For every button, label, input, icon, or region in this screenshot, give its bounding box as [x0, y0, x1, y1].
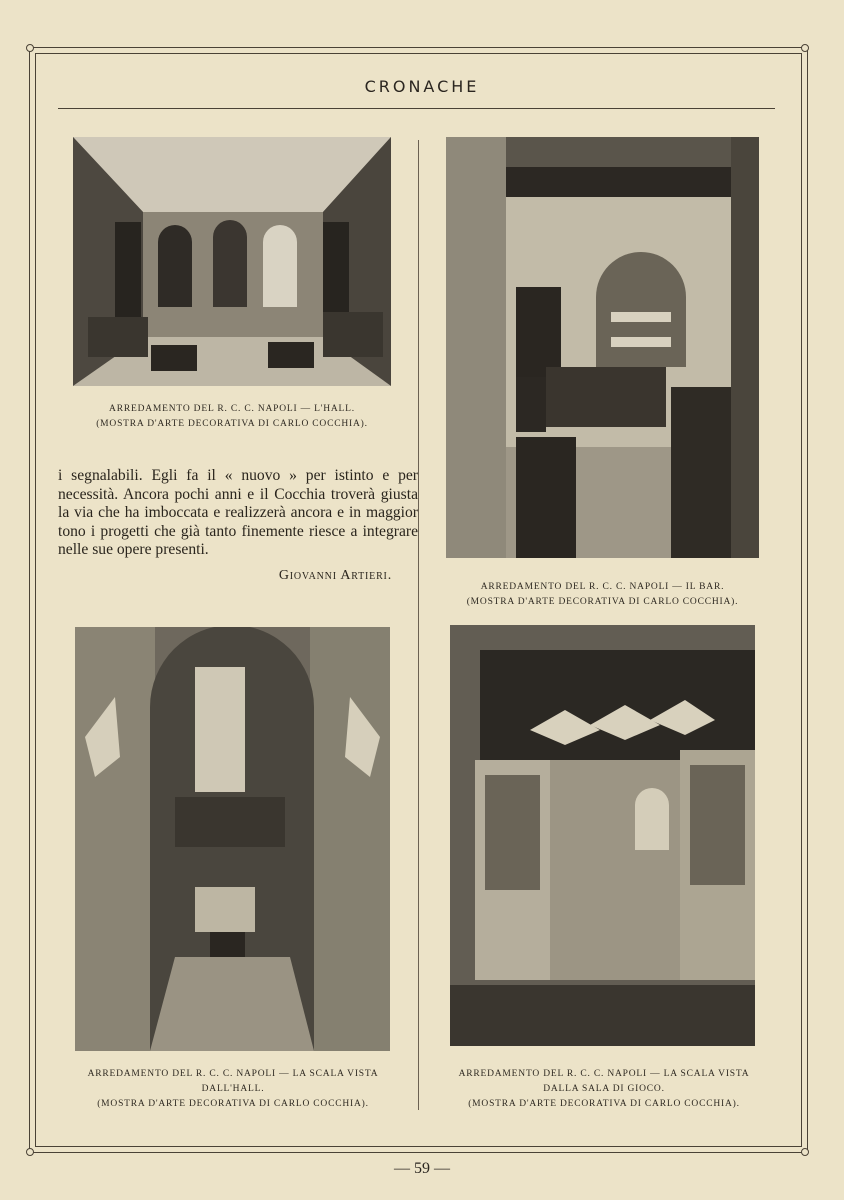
author-signature: Giovanni Artieri. — [278, 568, 392, 583]
page-number: — 59 — — [394, 1160, 450, 1177]
article-text: i segnalabili. Egli fa il « nuovo » per istinto e per necessità. Ancora pochi anni e il Cocchia troverà giusta la via che ha imboccata e realizzerà ancora e in maggior tono i progetti che già tanto finemente riesce a integrare nelle sue opere presenti. — [58, 467, 418, 559]
photo-hall — [73, 137, 391, 386]
caption-line: ARREDAMENTO DEL R. C. C. NAPOLI — LA SCALA VISTA — [87, 1069, 379, 1079]
corner-ornament — [26, 44, 34, 52]
caption-line: (MOSTRA D'ARTE DECORATIVA DI CARLO COCCHIA). — [468, 1099, 740, 1109]
caption-bar — [446, 580, 759, 610]
caption-line: DALLA SALA DI GIOCO. — [543, 1084, 665, 1094]
caption-staircase-from-game-room — [430, 1067, 778, 1112]
header-rule — [58, 108, 775, 109]
caption-line: ARREDAMENTO DEL R. C. C. NAPOLI — IL BAR. — [480, 582, 725, 592]
corner-ornament — [26, 1148, 34, 1156]
photo-staircase-from-game-room — [450, 625, 755, 1046]
running-header: CRONACHE — [364, 77, 480, 96]
photo-staircase-from-hall — [75, 627, 390, 1051]
caption-line: DALL'HALL. — [201, 1084, 265, 1094]
caption-line: (MOSTRA D'ARTE DECORATIVA DI CARLO COCCHIA). — [466, 597, 739, 607]
corner-ornament — [801, 44, 809, 52]
caption-hall — [73, 402, 391, 432]
column-divider — [418, 140, 419, 1110]
caption-staircase-from-hall — [58, 1067, 408, 1112]
corner-ornament — [801, 1148, 809, 1156]
photo-bar — [446, 137, 759, 558]
caption-line: (MOSTRA D'ARTE DECORATIVA DI CARLO COCCHIA). — [96, 419, 368, 429]
caption-line: ARREDAMENTO DEL R. C. C. NAPOLI — LA SCALA VISTA — [458, 1069, 750, 1079]
caption-line: (MOSTRA D'ARTE DECORATIVA DI CARLO COCCHIA). — [97, 1099, 369, 1109]
caption-line: ARREDAMENTO DEL R. C. C. NAPOLI — L'HALL. — [109, 404, 355, 414]
